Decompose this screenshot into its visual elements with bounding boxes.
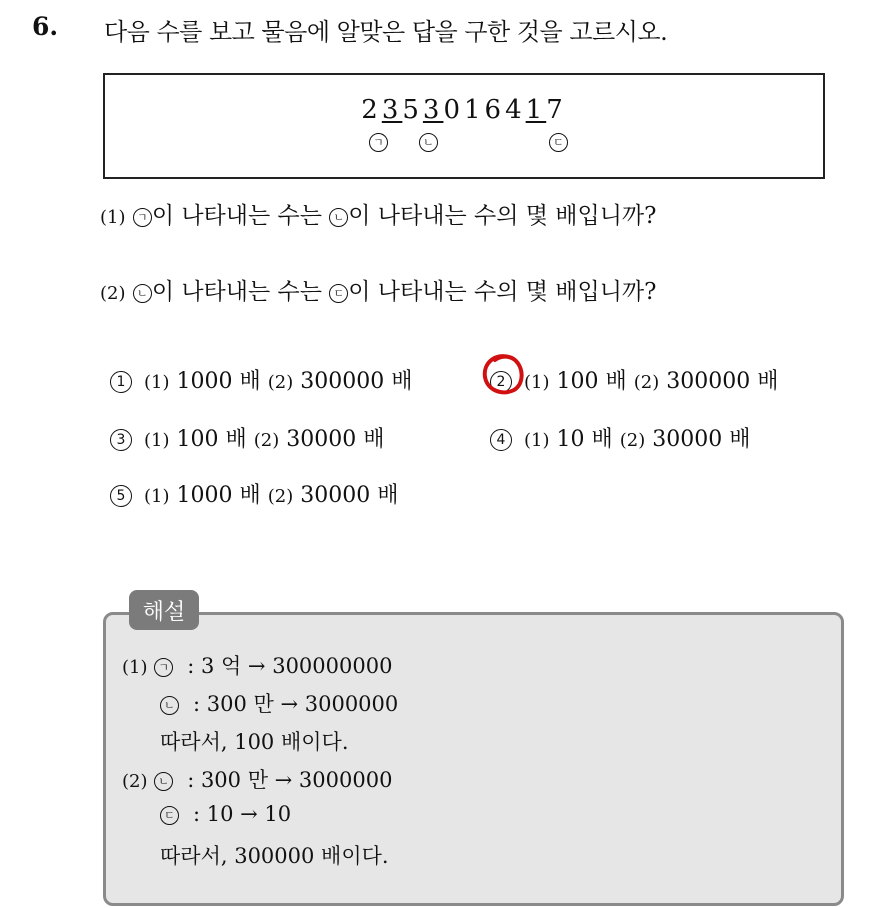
option-part-label: (2): [267, 486, 294, 507]
option-number: 2: [490, 371, 512, 393]
option-part-label: (2): [253, 430, 280, 451]
option-value: 100 배: [176, 427, 247, 452]
number-digits: [105, 95, 823, 125]
option-2[interactable]: [490, 364, 778, 395]
explanation-line: [122, 650, 392, 680]
marker-c: ㄷ: [160, 806, 179, 825]
option-number: 1: [110, 371, 132, 393]
explanation-label: (2): [122, 771, 148, 792]
option-part-label: (1): [524, 430, 550, 451]
marker-c: ㄷ: [549, 133, 568, 152]
explanation-text: : 10 → 10: [193, 802, 292, 826]
option-part-label: (2): [267, 372, 294, 393]
explanation-text: 따라서, 100 배이다.: [160, 730, 349, 754]
explanation-line: [160, 840, 389, 870]
explanation-label: (1): [122, 657, 148, 678]
sub-question-label: (2): [100, 283, 126, 304]
option-4[interactable]: [490, 422, 750, 453]
digit-underlined-a: 3: [381, 95, 403, 125]
answer-circle-mark: [478, 350, 528, 400]
option-value: 10 배: [556, 427, 613, 452]
explanation-text: : 3 억 → 300000000: [187, 654, 393, 678]
digit: 6: [484, 95, 506, 125]
sub-question-mid: 이 나타내는 수는: [151, 203, 322, 229]
explanation-line: [122, 764, 392, 794]
marker-c: ㄷ: [329, 284, 348, 303]
option-value: 30000 배: [300, 483, 399, 508]
explanation-line: [160, 688, 398, 718]
sub-question-mid: 이 나타내는 수는: [151, 279, 322, 305]
marker-b: ㄴ: [133, 284, 152, 303]
digit: 5: [402, 95, 423, 125]
sub-question-tail: 이 나타내는 수의 몇 배입니까?: [348, 203, 657, 229]
option-part-label: (1): [144, 486, 170, 507]
option-value: 300000 배: [666, 369, 779, 394]
digit: 2: [361, 95, 382, 125]
digit-underlined-c: 1: [525, 95, 547, 125]
sub-question-2: [100, 273, 656, 306]
option-part-label: (2): [633, 372, 660, 393]
option-value: 1000 배: [176, 483, 261, 508]
option-value: 30000 배: [286, 427, 385, 452]
option-5[interactable]: [110, 478, 398, 509]
digit-underlined-b: 3: [422, 95, 444, 125]
option-value: 300000 배: [300, 369, 413, 394]
marker-b: ㄴ: [329, 208, 348, 227]
option-1[interactable]: [110, 364, 412, 395]
option-part-label: (1): [144, 372, 170, 393]
explanation-text: 따라서, 300000 배이다.: [160, 844, 389, 868]
option-number: 3: [110, 429, 132, 451]
option-value: 1000 배: [176, 369, 261, 394]
digit: 1: [464, 95, 485, 125]
marker-a: ㄱ: [154, 658, 173, 677]
option-value: 30000 배: [652, 427, 751, 452]
option-3[interactable]: [110, 422, 384, 453]
marker-a: ㄱ: [369, 133, 388, 152]
marker-b: ㄴ: [154, 772, 173, 791]
marker-b: ㄴ: [419, 133, 438, 152]
digit: 4: [505, 95, 526, 125]
digit: 0: [443, 95, 464, 125]
option-part-label: (1): [144, 430, 170, 451]
digit: 7: [546, 95, 567, 125]
explanation-tab: 해설: [129, 590, 199, 630]
option-number: 4: [490, 429, 512, 451]
sub-question-label: (1): [100, 207, 126, 228]
marker-a: ㄱ: [133, 208, 152, 227]
explanation-text: : 300 만 → 3000000: [187, 768, 393, 792]
explanation-line: [160, 802, 291, 826]
option-part-label: (2): [619, 430, 646, 451]
option-number: 5: [110, 485, 132, 507]
sub-question-1: [100, 197, 656, 230]
question-text: 다음 수를 보고 물음에 알맞은 답을 구한 것을 고르시오.: [104, 18, 668, 46]
option-part-label: (1): [524, 372, 550, 393]
marker-b: ㄴ: [160, 696, 179, 715]
sub-question-tail: 이 나타내는 수의 몇 배입니까?: [348, 279, 657, 305]
explanation-line: [160, 726, 349, 756]
question-number: 6.: [32, 12, 59, 41]
option-value: 100 배: [556, 369, 627, 394]
explanation-text: : 300 만 → 3000000: [193, 692, 399, 716]
number-box: [103, 73, 825, 179]
